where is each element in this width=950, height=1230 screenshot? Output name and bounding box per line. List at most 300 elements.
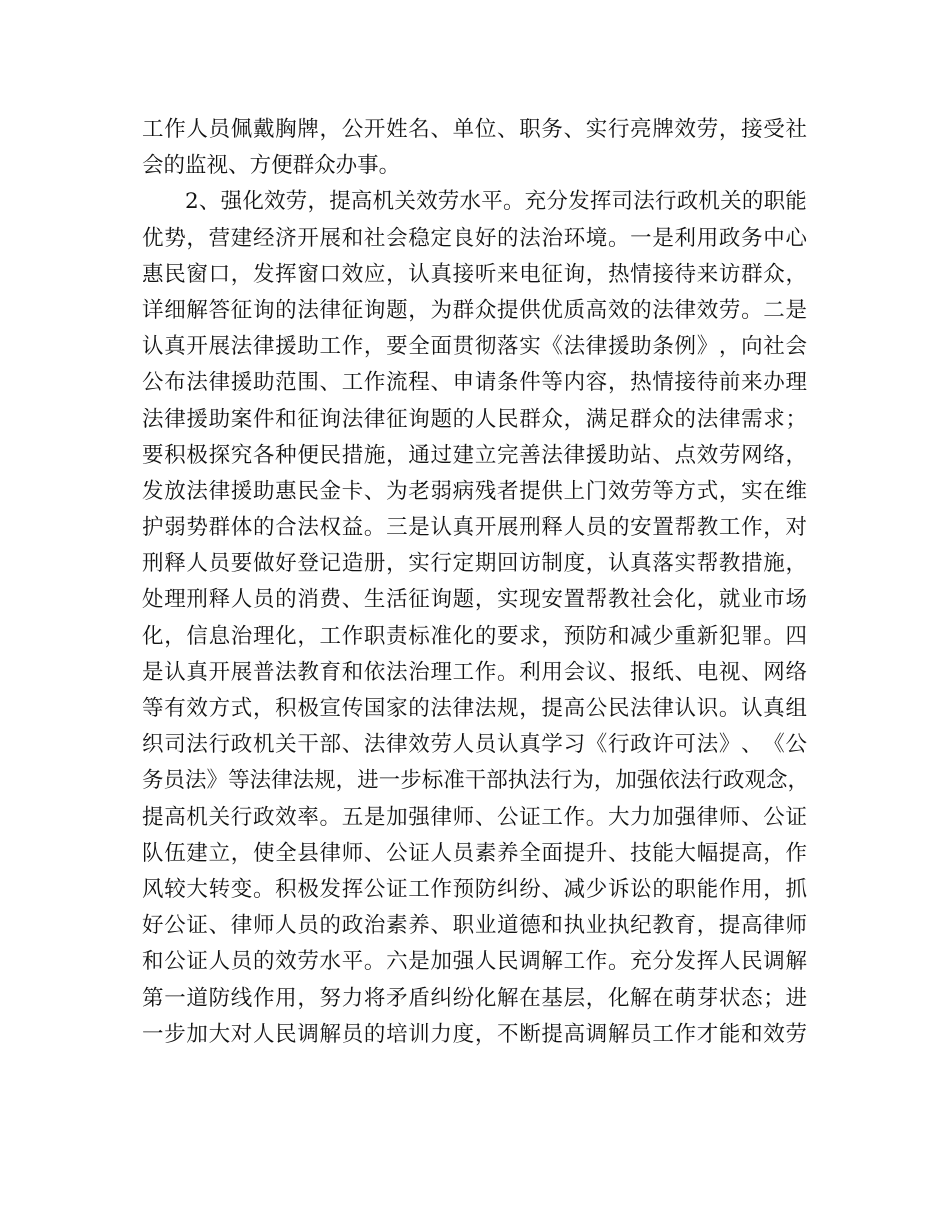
text-char: 纠 xyxy=(430,985,452,1011)
text-char: 公 xyxy=(386,840,408,866)
text-char: 律 xyxy=(563,442,586,468)
text-char: 伍 xyxy=(164,840,186,866)
text-char: 的 xyxy=(652,876,674,902)
text-char: 高 xyxy=(563,1021,586,1047)
text-char: 方 xyxy=(208,696,231,721)
text-char: 置 xyxy=(563,587,586,613)
text-char: 部 xyxy=(319,732,342,758)
text-line xyxy=(142,184,807,220)
text-char: 员 xyxy=(630,1021,652,1047)
text-char: 众 xyxy=(541,406,563,432)
text-char: 热 xyxy=(630,370,652,396)
text-char: 五 xyxy=(341,804,364,830)
text-char: 合 xyxy=(275,515,297,541)
text-char: 部 xyxy=(486,768,508,794)
text-char: 行 xyxy=(208,732,231,758)
text-char: 极 xyxy=(297,696,319,721)
text-char: 社 xyxy=(363,225,386,251)
text-char: 关 xyxy=(275,732,297,758)
text-char: 。 xyxy=(252,876,275,902)
text-char: 实 xyxy=(741,478,763,504)
text-char: 提 xyxy=(329,189,351,215)
text-char: 真 xyxy=(452,515,475,541)
text-char: 程 xyxy=(408,370,430,396)
text-char: 规 xyxy=(314,768,336,794)
text-char: 准 xyxy=(430,623,452,649)
text-char: 窗 xyxy=(297,261,319,287)
text-char: 县 xyxy=(297,840,319,866)
text-char: 纷 xyxy=(519,876,541,902)
text-char: 》 xyxy=(206,768,229,794)
text-line xyxy=(142,691,807,727)
text-char: 预 xyxy=(452,876,475,902)
text-char: 2 xyxy=(185,189,199,215)
text-char: 在 xyxy=(519,985,541,1011)
text-char: 方 xyxy=(674,478,697,504)
text-char: 善 xyxy=(519,442,541,468)
text-char: 依 xyxy=(658,768,680,794)
text-char: ， xyxy=(585,551,608,577)
text-char: 机 xyxy=(372,189,395,215)
text-char: 矛 xyxy=(386,985,408,1011)
text-char: 法 xyxy=(529,768,551,794)
text-char: 方 xyxy=(249,153,272,179)
text-char: 电 xyxy=(519,261,541,287)
text-char: 六 xyxy=(386,949,408,975)
text-char: 、 xyxy=(741,732,763,758)
text-char: 人 xyxy=(275,913,297,939)
text-char: 接 xyxy=(674,370,697,396)
text-char: 视 xyxy=(206,153,229,179)
text-char: 务 xyxy=(142,768,164,794)
text-char: 工 xyxy=(142,117,164,142)
text-char: 报 xyxy=(630,659,652,685)
text-char: 为 xyxy=(430,297,452,323)
text-char: 作 xyxy=(341,334,364,360)
text-char: 高 xyxy=(741,840,763,866)
text-char: 充 xyxy=(630,949,652,975)
text-char: 和 xyxy=(275,406,297,432)
text-char: 强 xyxy=(220,189,243,215)
text-char: 制 xyxy=(541,551,563,577)
text-char: 帮 xyxy=(696,551,719,577)
text-char: 的 xyxy=(497,225,519,251)
text-char: 法 xyxy=(341,406,364,432)
text-char: 实 xyxy=(408,551,430,577)
text-char: 人 xyxy=(474,949,497,975)
text-char: 劳 xyxy=(718,297,741,323)
text-char: 法 xyxy=(230,334,253,360)
text-char: 解 xyxy=(319,1021,342,1047)
text-char: 政 xyxy=(341,913,364,939)
text-char: ， xyxy=(763,515,785,541)
text-char: 政 xyxy=(252,804,275,830)
text-line xyxy=(142,257,807,293)
text-char: 开 xyxy=(474,515,497,541)
text-char: 释 xyxy=(541,515,563,541)
text-char: 办 xyxy=(335,153,358,179)
text-char: 的 xyxy=(275,587,297,613)
text-char: 法 xyxy=(696,732,719,758)
text-char: 来 xyxy=(741,370,763,396)
text-char: 议 xyxy=(585,659,608,685)
text-char: 步 xyxy=(400,768,422,794)
text-char: 行 xyxy=(701,768,723,794)
text-char: 群 xyxy=(208,515,231,541)
text-char: 的 xyxy=(607,515,630,541)
text-char: 。 xyxy=(585,804,608,830)
text-char: 率 xyxy=(297,804,319,830)
text-char: 群 xyxy=(741,261,763,287)
text-char: 变 xyxy=(230,876,253,902)
text-char: 式 xyxy=(696,478,719,504)
text-char: 司 xyxy=(164,732,186,758)
text-char: 作 xyxy=(363,370,386,396)
text-char: 育 xyxy=(674,913,697,939)
text-char: ， xyxy=(335,768,358,794)
text-char: 质 xyxy=(563,297,586,323)
text-char: 劳 xyxy=(718,442,741,468)
text-char: ， xyxy=(164,623,186,649)
text-char: 条 xyxy=(652,334,674,360)
text-char: 政 xyxy=(722,768,745,794)
text-char: 、 xyxy=(430,117,452,142)
text-char: 积 xyxy=(164,442,186,468)
text-char: 势 xyxy=(164,225,186,251)
text-char: 执 xyxy=(563,913,586,939)
text-char: 提 xyxy=(718,840,741,866)
text-char: 者 xyxy=(497,478,519,504)
text-char: 面 xyxy=(541,840,563,866)
text-char: 开 xyxy=(297,225,319,251)
text-char: 卡 xyxy=(341,478,364,504)
text-char: 势 xyxy=(186,515,208,541)
text-char: 、 xyxy=(474,804,497,830)
text-char: ； xyxy=(785,406,807,432)
text-char: 待 xyxy=(696,370,719,396)
text-char: ， xyxy=(363,334,386,360)
text-char: 询 xyxy=(408,406,430,432)
text-char: 接 xyxy=(652,261,674,287)
text-char: 行 xyxy=(607,732,630,758)
text-char: 法 xyxy=(186,732,208,758)
text-char: 和 xyxy=(607,623,630,649)
text-char: 社 xyxy=(630,587,652,613)
text-char: 转 xyxy=(208,876,231,902)
text-char: 律 xyxy=(208,370,231,396)
text-char: 、 xyxy=(198,189,221,215)
text-char: 监 xyxy=(185,153,207,179)
text-char: 织 xyxy=(142,732,164,758)
text-char: 。 xyxy=(319,804,342,830)
text-char: 题 xyxy=(452,587,475,613)
text-char: 发 xyxy=(674,949,697,975)
text-char: 好 xyxy=(275,551,297,577)
text-char: 行 xyxy=(607,117,630,142)
text-char: 在 xyxy=(763,478,785,504)
text-char: ， xyxy=(785,261,807,287)
text-char: 容 xyxy=(585,370,608,396)
text-char: 的 xyxy=(252,515,275,541)
text-char: 律 xyxy=(674,297,697,323)
text-char: 利 xyxy=(519,659,541,685)
text-char: 认 xyxy=(497,732,519,758)
text-char: 少 xyxy=(585,876,608,902)
text-char: 向 xyxy=(741,334,763,360)
text-char: 刑 xyxy=(519,515,541,541)
text-char: 落 xyxy=(652,551,674,577)
text-char: 展 xyxy=(497,515,519,541)
text-char: 认 xyxy=(142,334,164,360)
text-char: 可 xyxy=(674,732,697,758)
text-char: 释 xyxy=(164,551,186,577)
text-char: 化 xyxy=(474,985,497,1011)
text-char: 提 xyxy=(519,478,541,504)
text-char: 。 xyxy=(363,949,386,975)
text-char: 治 xyxy=(363,913,386,939)
text-line xyxy=(142,438,807,474)
text-char: 化 xyxy=(452,623,475,649)
text-char: 会 xyxy=(563,659,586,685)
text-char: 置 xyxy=(652,515,674,541)
text-char: 好 xyxy=(142,913,164,939)
text-char: 对 xyxy=(785,515,807,541)
text-char: 员 xyxy=(208,551,231,577)
text-char: 人 xyxy=(208,949,231,975)
text-char: 民 xyxy=(275,1021,297,1047)
text-char: 加 xyxy=(430,949,452,975)
text-char: 律 xyxy=(696,804,719,830)
text-char: 职 xyxy=(452,913,475,939)
text-char: 姓 xyxy=(386,117,408,142)
text-char: 平 xyxy=(481,189,503,215)
text-char: 重 xyxy=(674,623,697,649)
text-char: 充 xyxy=(524,189,547,215)
text-char: 作 xyxy=(674,1021,697,1047)
text-char: 纠 xyxy=(497,876,519,902)
text-char: ， xyxy=(718,334,741,360)
text-char: 病 xyxy=(452,478,475,504)
text-char: 询 xyxy=(319,406,342,432)
text-char: 良 xyxy=(452,225,475,251)
text-char: 视 xyxy=(718,659,741,685)
text-char: 接 xyxy=(741,117,763,142)
text-char: 使 xyxy=(252,840,275,866)
text-char: 少 xyxy=(652,623,674,649)
text-line xyxy=(142,836,807,872)
text-char: 例 xyxy=(674,334,697,360)
text-char: 《 xyxy=(763,732,785,758)
text-char: ， xyxy=(307,189,329,215)
text-char: 众 xyxy=(652,406,674,432)
text-char: 贯 xyxy=(452,334,475,360)
text-char: 牌 xyxy=(652,117,674,142)
text-char: 发 xyxy=(568,189,590,215)
text-char: 提 xyxy=(563,840,586,866)
text-char: 理 xyxy=(164,587,186,613)
text-char: 。 xyxy=(363,515,386,541)
text-char: 落 xyxy=(497,334,519,360)
text-char: 。 xyxy=(763,623,785,649)
text-char: 劳 xyxy=(785,1021,807,1047)
text-char: 建 xyxy=(452,442,475,468)
text-char: 询 xyxy=(563,261,586,287)
text-char: 条 xyxy=(497,370,519,396)
text-char: 作 xyxy=(474,659,497,685)
text-char: 办 xyxy=(763,370,785,396)
text-char: 政 xyxy=(230,732,253,758)
text-char: 环 xyxy=(563,225,586,251)
text-char: 作 xyxy=(563,804,586,830)
text-char: 彻 xyxy=(474,334,497,360)
text-char: 法 xyxy=(142,406,164,432)
text-char: 、 xyxy=(363,478,386,504)
text-char: 习 xyxy=(563,732,586,758)
text-char: 种 xyxy=(275,442,297,468)
text-line xyxy=(142,872,807,908)
text-char: 的 xyxy=(630,297,652,323)
text-char: ， xyxy=(718,478,741,504)
text-char: 德 xyxy=(519,913,541,939)
text-char: 律 xyxy=(271,768,293,794)
text-char: ， xyxy=(696,913,719,939)
text-char: 用 xyxy=(696,225,719,251)
text-char: 营 xyxy=(208,225,231,251)
text-char: 效 xyxy=(275,804,297,830)
text-char: 法 xyxy=(430,696,452,721)
text-char: 询 xyxy=(363,297,386,323)
text-char: 效 xyxy=(275,949,297,975)
text-line xyxy=(142,329,807,365)
text-char: 受 xyxy=(763,117,785,142)
text-char: 建 xyxy=(230,225,253,251)
text-char: 体 xyxy=(230,515,253,541)
text-char: 优 xyxy=(541,297,563,323)
text-char: 和 xyxy=(341,659,364,685)
text-line xyxy=(142,655,807,691)
text-char: 牌 xyxy=(297,117,319,142)
text-char: 家 xyxy=(386,696,408,721)
text-char: 养 xyxy=(408,913,430,939)
text-char: 纸 xyxy=(652,659,674,685)
text-char: 提 xyxy=(541,696,563,721)
text-char: 芽 xyxy=(696,985,719,1011)
text-char: 才 xyxy=(696,1021,719,1047)
text-char: 人 xyxy=(186,551,208,577)
text-char: 度 xyxy=(563,551,586,577)
text-char: 册 xyxy=(363,551,386,577)
text-char: 分 xyxy=(546,189,568,215)
text-char: 听 xyxy=(474,261,497,287)
text-char: 胸 xyxy=(275,117,297,142)
text-char: 、 xyxy=(741,804,763,830)
text-char: 情 xyxy=(630,261,652,287)
text-char: 消 xyxy=(297,587,319,613)
text-char: 接 xyxy=(452,261,475,287)
text-char: 济 xyxy=(275,225,297,251)
text-char: 征 xyxy=(541,261,563,287)
text-char: 强 xyxy=(636,768,659,794)
text-char: 征 xyxy=(386,406,408,432)
text-char: 识 xyxy=(696,696,719,721)
text-char: 题 xyxy=(386,297,408,323)
text-char: 效 xyxy=(674,117,697,142)
text-char: 助 xyxy=(297,334,319,360)
text-char: 机 xyxy=(186,804,208,830)
text-char: 员 xyxy=(452,840,475,866)
text-char: 发 xyxy=(252,261,275,287)
text-char: 用 xyxy=(275,985,297,1011)
text-char: 积 xyxy=(275,696,297,721)
text-char: 化 xyxy=(674,587,697,613)
text-char: 效 xyxy=(264,189,286,215)
text-char: 好 xyxy=(474,225,497,251)
text-char: 依 xyxy=(363,659,386,685)
text-char: 工 xyxy=(341,370,364,396)
text-char: 热 xyxy=(607,261,630,287)
text-char: ， xyxy=(186,225,208,251)
text-char: 开 xyxy=(363,117,386,142)
text-char: 、 xyxy=(228,153,250,179)
text-char: 律 xyxy=(452,696,475,721)
text-char: 。 xyxy=(502,189,525,215)
text-char: 、 xyxy=(363,840,386,866)
text-char: 效 xyxy=(696,442,719,468)
text-char: 就 xyxy=(718,587,741,613)
text-char: 证 xyxy=(785,804,807,830)
text-char: 教 xyxy=(718,551,741,577)
text-char: 认 xyxy=(741,696,763,721)
text-char: 一 xyxy=(142,1021,164,1047)
text-char: 行 xyxy=(230,804,253,830)
text-line xyxy=(142,582,807,618)
text-char: 回 xyxy=(497,551,519,577)
text-char: 是 xyxy=(408,949,430,975)
text-char: 民 xyxy=(497,949,519,975)
text-char: 政 xyxy=(718,225,741,251)
text-char: 培 xyxy=(386,1021,408,1047)
text-char: 员 xyxy=(297,913,319,939)
text-char: 力 xyxy=(341,985,364,1011)
text-line xyxy=(142,148,807,184)
text-char: 民 xyxy=(319,442,342,468)
text-char: 、 xyxy=(607,659,630,685)
text-char: ， xyxy=(408,297,430,323)
text-char: 组 xyxy=(785,696,807,721)
text-char: 力 xyxy=(430,1021,452,1047)
text-char: 口 xyxy=(319,261,342,287)
text-char: ， xyxy=(785,442,807,468)
text-char: 、 xyxy=(208,913,231,939)
text-char: 公 xyxy=(164,949,186,975)
text-char: 真 xyxy=(519,732,541,758)
text-char: 费 xyxy=(319,587,342,613)
text-char: 事 xyxy=(357,153,379,179)
text-char: 职 xyxy=(363,623,386,649)
text-char: 访 xyxy=(718,261,741,287)
text-char: 公 xyxy=(763,804,785,830)
text-char: 一 xyxy=(378,768,401,794)
text-char: 效 xyxy=(696,297,719,323)
text-char: 员 xyxy=(341,1021,364,1047)
text-char: 技 xyxy=(630,840,652,866)
text-char: 权 xyxy=(319,515,342,541)
text-char: 师 xyxy=(718,804,741,830)
text-char: 佩 xyxy=(230,117,253,142)
text-char: 责 xyxy=(386,623,408,649)
text-char: 律 xyxy=(386,732,408,758)
text-char: 社 xyxy=(763,334,785,360)
